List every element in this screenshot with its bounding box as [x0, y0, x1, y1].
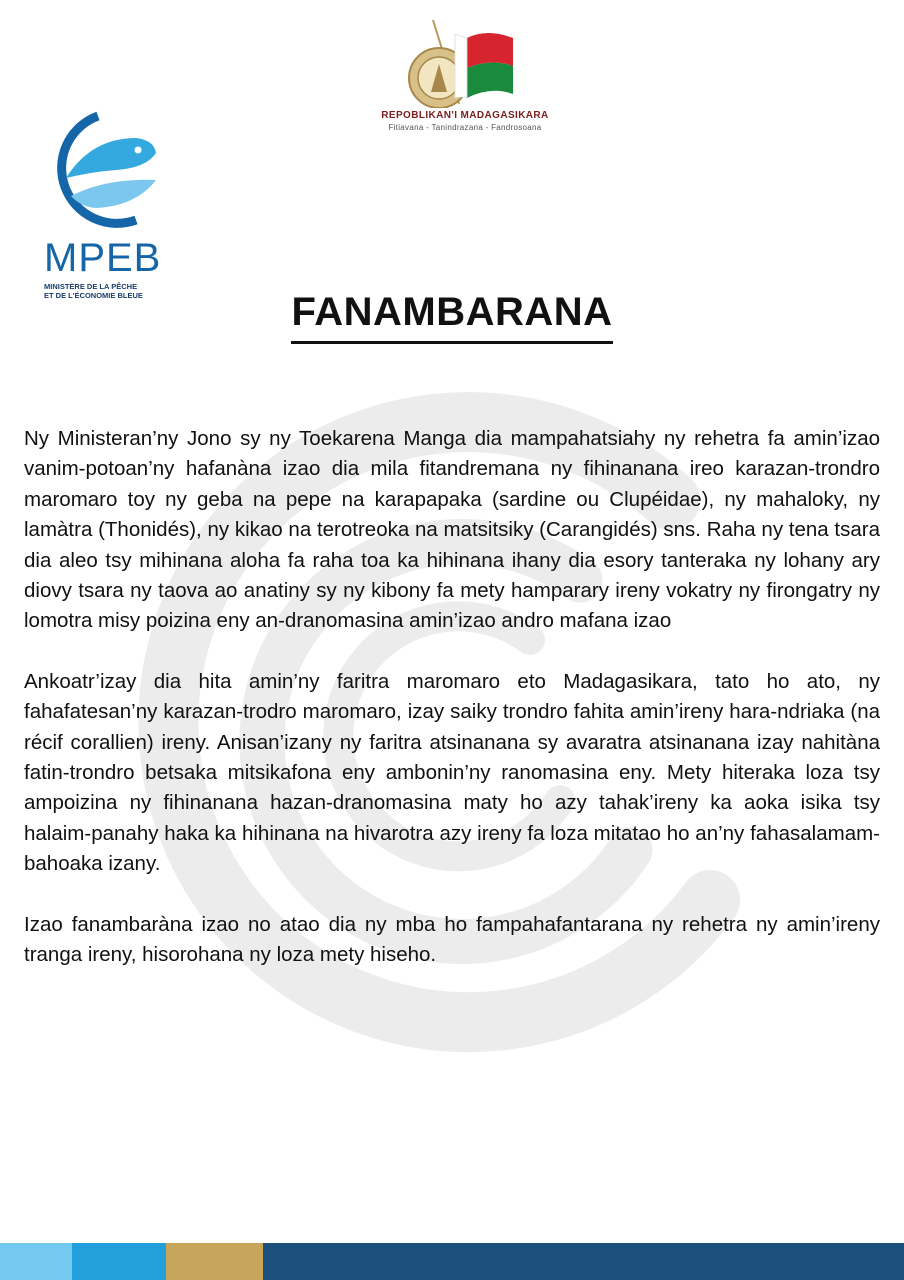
page-title: FANAMBARANA — [291, 290, 612, 344]
footer-segment-gold — [166, 1243, 263, 1280]
footer-segment-navy — [263, 1243, 904, 1280]
footer-color-bar — [0, 1243, 904, 1280]
republic-motto: Fitiavana - Tanindrazana - Fandrosoana — [388, 123, 542, 132]
republic-name: REPOBLIKAN'I MADAGASIKARA — [381, 110, 549, 121]
mpeb-logo — [36, 108, 166, 308]
republic-emblem — [355, 16, 575, 136]
paragraph-1: Ny Ministeran’ny Jono sy ny Toekarena Manga dia mampahatsiahy ny rehetra fa amin’izao vanim-potoan’ny hafanàna izao dia mila fitandremana ny fihinanana ireo karazan-trondro maromaro toy ny geba na pepe na karapapaka (sardine ou Clupéidae), ny mahaloky, ny lamàtra (Thonidés), ny kikao na terotreoka na matsitsiky (Carangidés) sns. Raha ny tena tsara dia aleo tsy mihinana aloha fa raha toa ka hihinana ihany dia esory tanteraka ny lohany ary diovy tsara ny taova ao anatiny sy ny kibony fa mety hamparary ireny vokatry ny firongatry ny lomotra misy poizina eny an-dranomasina amin’izao andro mafana izao — [24, 427, 880, 633]
fish-logo-icon — [36, 108, 166, 233]
ministry-acronym: MPEB — [44, 236, 162, 280]
footer-segment-light-blue — [0, 1243, 72, 1280]
paragraph-3: Izao fanambaràna izao no atao dia ny mba ho fampahafantarana ny rehetra ny amin’ireny tranga ireny, hisorohana ny loza mety hiseho. — [24, 912, 880, 967]
madagascar-flag-icon — [455, 33, 513, 98]
footer-segment-blue — [72, 1243, 166, 1280]
ministry-fullname-line1: MINISTÈRE DE LA PÊCHE — [44, 282, 138, 291]
paragraph-2: Ankoatr’izay dia hita amin’ny faritra maromaro eto Madagasikara, tato ho ato, ny fahafatesan’ny karazan-trodro maromaro, izay saiky trondro fahita amin’ireny hara-ndriaka (na récif corallien) ireny. Anisan’izany ny faritra atsinanana sy avaratra atsinanana izay nahitàna fatin-trondro betsaka mitsikafona eny ambonin’ny ranomasina eny. Mety hiteraka loza tsy ampoizina ny fihinanana hazan-dranomasina maty ho azy tahak’ireny ka aoka isika tsy halaim-panahy haka ka hihinana na hivarotra azy ireny fa loza mitatao ho an’ny fahasalamam-bahoaka izany. — [24, 669, 880, 876]
announcement-body — [24, 424, 880, 1001]
title-wrapper — [0, 290, 904, 344]
ministry-fullname-line2: ET DE L'ÉCONOMIE BLEUE — [44, 291, 143, 300]
coat-of-arms-icon — [395, 16, 535, 108]
